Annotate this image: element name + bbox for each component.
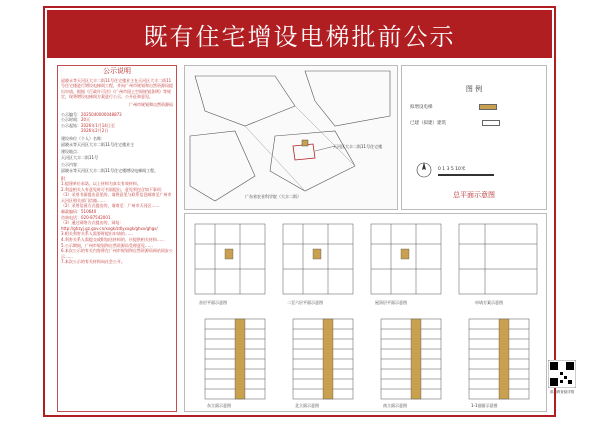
legend-item-building: 已建（拟建）建筑 [410,120,500,126]
legend-title: 图 例 [465,85,483,93]
elevator-marker [302,140,308,146]
drawing-caption: 申请方案示意图 [475,300,503,305]
notice-body: 附： 1.提建单位承诺，以上材料为真实有效材料。 2.利益相关人有意见时可书面提出，意见须包含如下事项： （1）采用书面提出意见的，请将意见与联系信息邮寄至广州市天河区相关部门信箱…… （2）采用信函方式提出的，请寄至：广州市天河区…… 邮政编码：510640 咨询电话：020-87542001 （3）通过网络方式提出的，网址： http://ghzyj.gz.gov.cn/xxgk/zdlyxxgk/ghxx/ghgs/ 3.相关利害关系人需要时提出申请的…… 4.利害关系人需提交或附加送材料的，应提供相关材料…… 5.公示期间，广州市规划和自然资源局受理意见…… 6.本次公示的有关内容将在广州市规划和自然资源局网站同步公示…… 7.本次公示的有关材料向社会公开。 [61,175,173,265]
notice-signature: 广州市规划和自然资源局 [129,101,173,107]
period-row: 公示时间：20天 [61,117,91,123]
north-arrow-icon [414,160,434,180]
drawing-caption: 北立面示意图 [295,403,319,408]
legend-swatch [479,104,497,110]
scale-label: 0 1 3 5 10米 [438,167,466,172]
legend-item-elevator: 拟增设电梯 [410,104,497,110]
start-value: 2026年1月14日至 [81,122,115,128]
drawing-caption: 二至六层平面示意图 [287,300,323,305]
applicant: 建设单位（个人）名称： 邱晓永等天河区大丰二街11号住宅楼业主 [61,135,135,147]
qr-code-icon[interactable] [548,360,576,388]
notice-board [43,6,556,417]
drawing-caption: 东立面示意图 [207,403,231,408]
legend-panel [401,65,547,210]
drawing-caption: 南立面示意图 [383,403,407,408]
building-label: 天河区大丰二街11号住宅楼 [333,144,383,149]
site-map-drawing [185,66,397,209]
drawing-caption: 屋顶层平面示意图 [375,300,407,305]
overview-caption: 总平面示意图 [453,191,495,199]
drawing-caption: 首层平面示意图 [199,300,227,305]
notice-panel [57,65,177,412]
drawing-sheets [184,213,547,412]
scale-bar [438,174,494,176]
serial-value: 2025040000048873 [81,111,122,117]
start-row: 公示起始：2026年1月14日至 [61,122,115,128]
qr-caption: 请扫码查阅详情 [549,390,575,394]
drawing-caption: 1-1剖面示意图 [471,403,498,408]
location: 建设地点： 天河区大丰二街11号 [61,149,99,160]
road-label: 广东省农业科学院（大丰二街） [245,194,301,199]
content: 公示内容： 邱晓永等天河区大丰二街11号住宅楼增设电梯间工程。 [61,162,159,173]
period-value: 20天 [81,117,91,123]
site-map [184,65,398,210]
page-title: 既有住宅增设电梯批前公示 [47,10,552,58]
notice-heading: 公示说明 [103,67,131,75]
legend-swatch [482,120,500,126]
notice-intro: 邱晓永等天河区大丰二街11号住宅楼业主在天河区大丰二街11号住宅楼进行增设电梯间工程，并向广州市规划和自然资源局提出申请。根据《行政许可法》《广州市国土空间规划条例》等规定，现将增设电梯间方案进行公示，公开征询意见。 [61,77,173,100]
floor-plans [185,214,546,411]
end-value: 2026年2月2日 [81,128,109,134]
serial-row: 公示编号：2025040000048873 [61,111,122,117]
end-row [61,128,173,134]
